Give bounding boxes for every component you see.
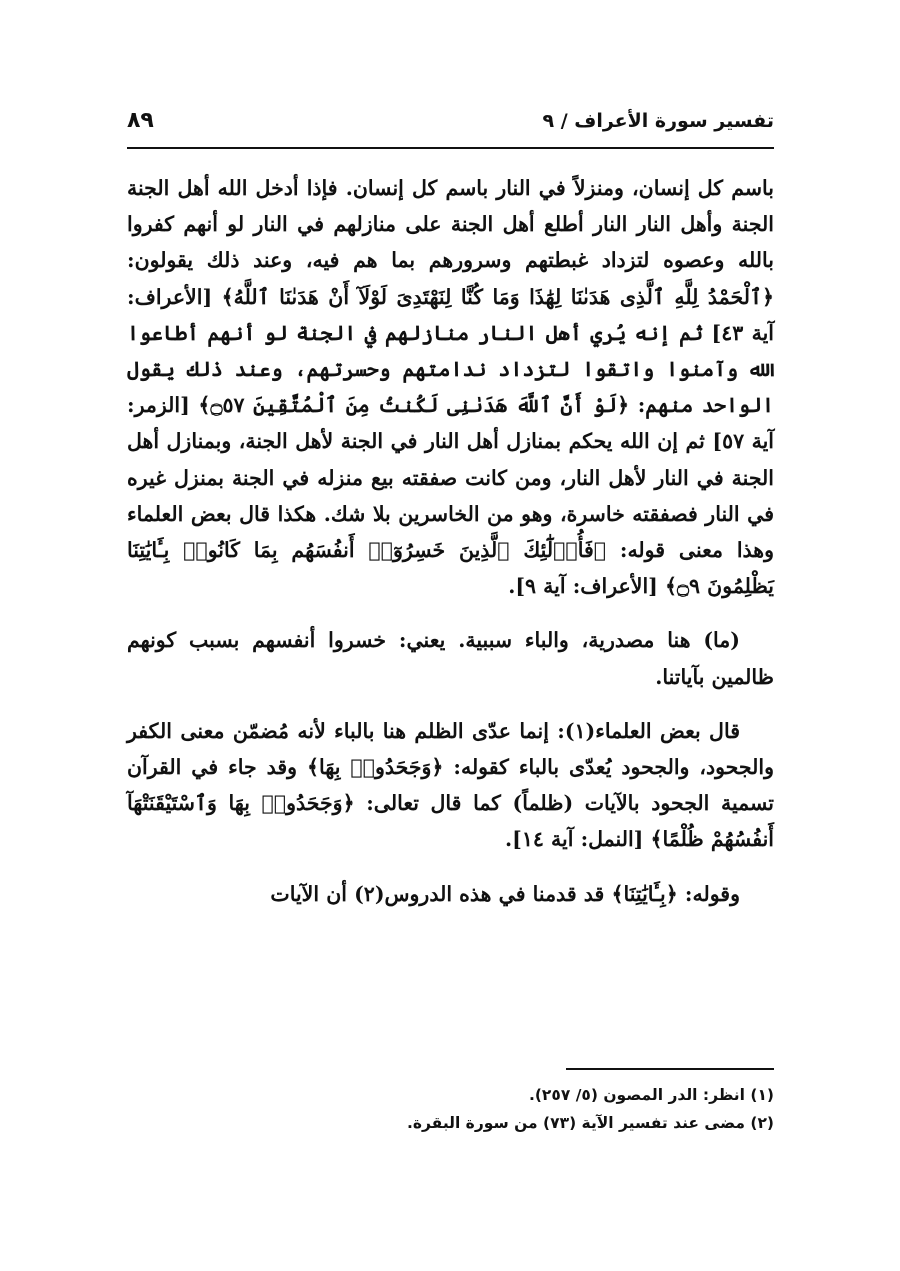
running-title: تفسير سورة الأعراف / ٩: [542, 110, 774, 132]
page-header: [127, 100, 774, 144]
page-body: [127, 170, 774, 912]
footnote-1: (١) انظر: الدر المصون (٥/ ٢٥٧).: [528, 1086, 774, 1104]
paragraph-2: (ما) هنا مصدرية، والباء سببية. يعني: خسروا أنفسهم بسبب كونهم ظالمين بآياتنا.: [127, 628, 774, 689]
book-page: [127, 100, 774, 1220]
footnotes: [127, 1086, 774, 1142]
footnote-rule: [566, 1068, 774, 1070]
footnote-2: (٢) مضى عند تفسير الآية (٧٣) من سورة البقرة.: [406, 1114, 774, 1132]
paragraph-3: قال بعض العلماء(١): إنما عدّى الظلم هنا بالباء لأنه مُضمّن معنى الكفر والجحود، والجحود يُعدّى بالباء كقوله: ﴿وَجَحَدُوا۟ بِهَا﴾ وقد جاء في القرآن تسمية الجحود بالآيات (ظلماً) كما قال تعالى: ﴿وَجَحَدُوا۟ بِهَا وَٱسْتَيْقَنَتْهَآ أَنفُسُهُمْ ظُلْمًا﴾ [النمل: آية ١٤].: [127, 718, 774, 852]
paragraph-1: باسم كل إنسان، ومنزلاً في النار باسم كل إنسان. فإذا أدخل الله أهل الجنة الجنة وأهل النار النار أطلع أهل الجنة على منازلهم في النار لو أنهم كفروا بالله وعصوه لتزداد غبطتهم وسرورهم بما هم فيه، وعند ذلك يقولون: ﴿ٱلْحَمْدُ لِلَّهِ ٱلَّذِى هَدَىٰنَا لِهَٰذَا وَمَا كُنَّا لِنَهْتَدِىَ لَوْلَآ أَنْ هَدَىٰنَا ٱللَّهُ﴾ [الأعراف: آية ٤٣] ثم إنه يُري أهل النار منازلهم في الجنة لو أنهم أطاعوا الله وآمنوا واتقوا لتزداد ندامتهم وحسرتهم، وعند ذلك يقول الواحد منهم: ﴿لَوْ أَنَّ ٱللَّهَ هَدَىٰنِى لَكُنتُ مِنَ ٱلْمُتَّقِينَ ۝٥٧﴾ [الزمر: آية ٥٧] ثم إن الله يحكم بمنازل أهل النار في الجنة لأهل الجنة، وبمنازل أهل الجنة في النار لأهل النار، ومن كانت صفقته بيع منزله في الجنة بمنزل غيره في النار فصفقته خاسرة، وهو من الخاسرين بلا شك. هكذا قال بعض العلماء وهذا معنى قوله: ﴿فَأُو۟لَٰٓئِكَ ٱلَّذِينَ خَسِرُوٓا۟ أَنفُسَهُم بِمَا كَانُوا۟ بِـَٔايَٰتِنَا يَظْلِمُونَ ۝٩﴾ [الأعراف: آية ٩].: [127, 176, 775, 599]
paragraph-4: وقوله: ﴿بِـَٔايَٰتِنَا﴾ قد قدمنا في هذه الدروس(٢) أن الآيات: [270, 881, 740, 906]
page-number: ٨٩: [127, 108, 154, 133]
header-rule: [127, 147, 774, 149]
